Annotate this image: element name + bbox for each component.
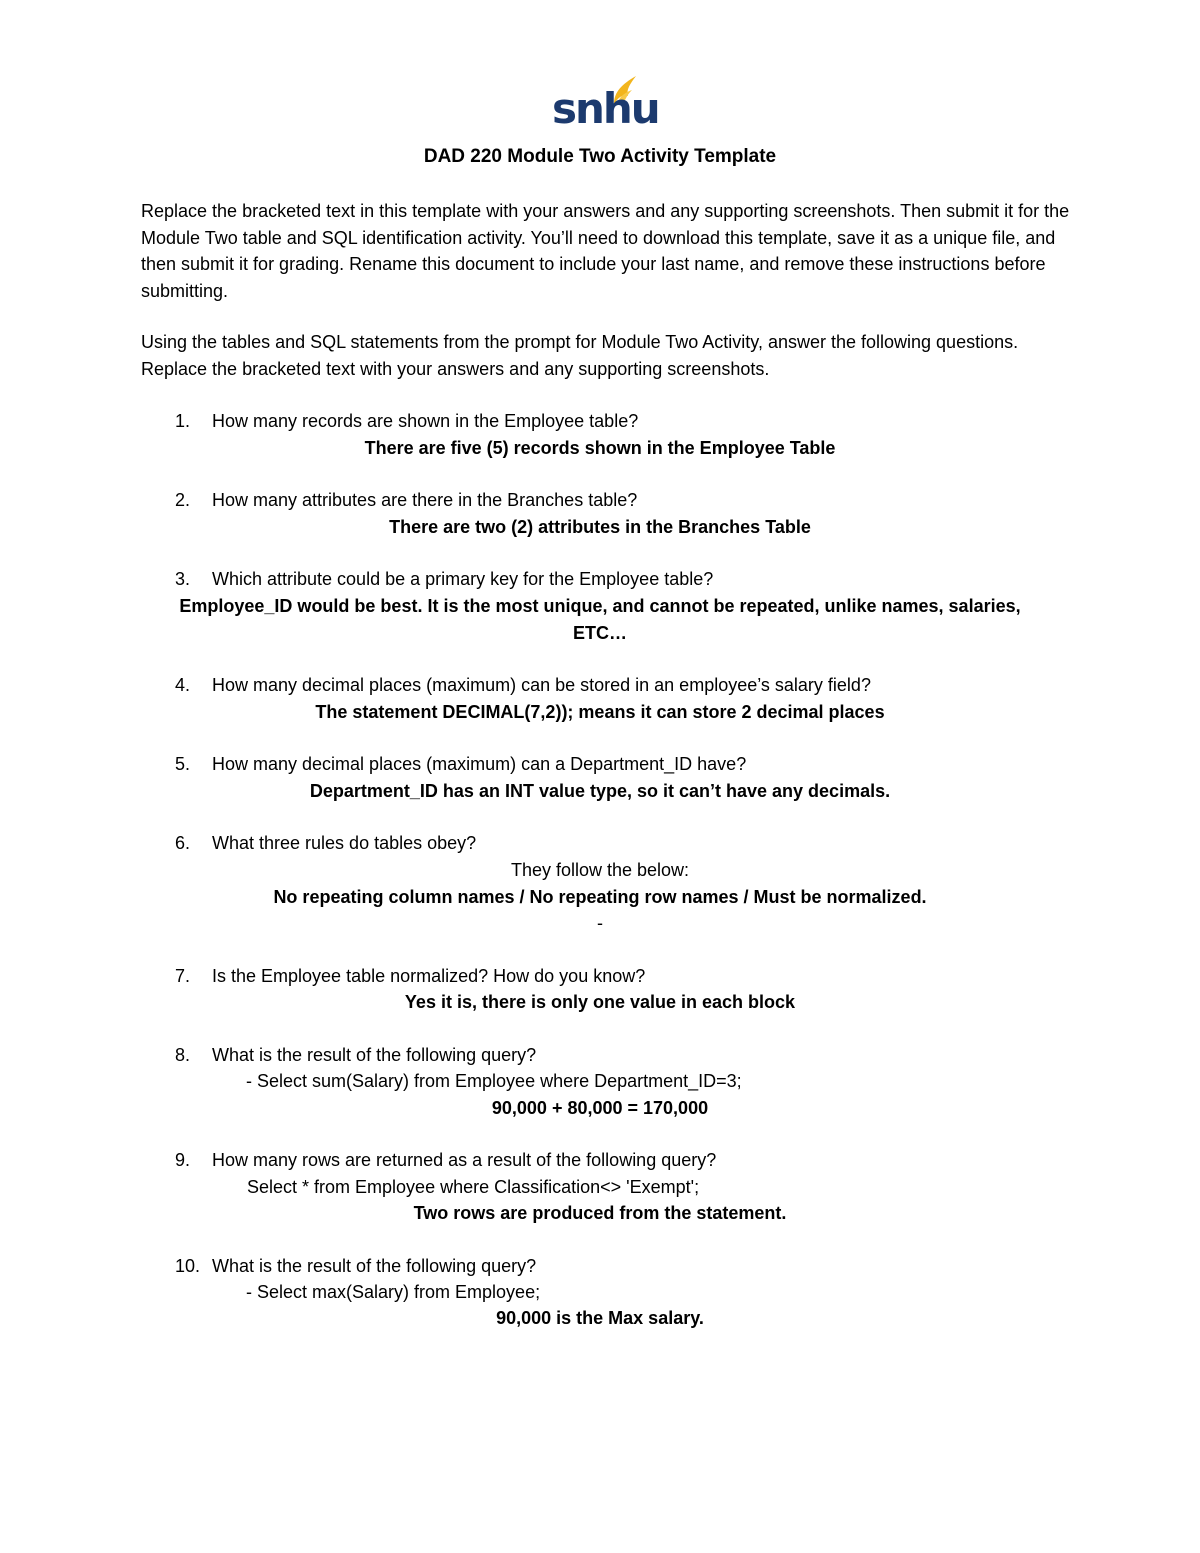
- question-text: How many rows are returned as a result of the following query?: [212, 1150, 717, 1170]
- question-text: What is the result of the following query?: [212, 1256, 537, 1276]
- answer-7: Yes it is, there is only one value in each block: [404, 992, 796, 1012]
- answer-6-tail: -: [597, 913, 603, 933]
- answer-8: 90,000 + 80,000 = 170,000: [491, 1098, 709, 1118]
- question-number: 2.: [175, 490, 191, 510]
- query-10: - Select max(Salary) from Employee;: [246, 1282, 541, 1302]
- answer-9: Two rows are produced from the statement.: [413, 1203, 787, 1223]
- question-text: How many records are shown in the Employee table?: [212, 411, 639, 431]
- question-number: 3.: [175, 569, 191, 589]
- page-title: DAD 220 Module Two Activity Template: [423, 146, 777, 167]
- query-8: - Select sum(Salary) from Employee where Department_ID=3;: [246, 1071, 742, 1091]
- answer-3-line-1: Employee_ID would be best. It is the most unique, and cannot be repeated, unlike names, salaries,: [179, 596, 1021, 616]
- snhu-logo: [552, 74, 659, 134]
- query-9: Select * from Employee where Classification<> 'Exempt';: [247, 1177, 700, 1197]
- question-text: Which attribute could be a primary key for the Employee table?: [212, 569, 714, 589]
- answer-4: The statement DECIMAL(7,2)); means it can store 2 decimal places: [315, 702, 885, 722]
- question-number: 10.: [175, 1256, 201, 1276]
- question-number: 1.: [175, 411, 191, 431]
- answer-10: 90,000 is the Max salary.: [496, 1308, 704, 1328]
- question-text: What is the result of the following query?: [212, 1045, 537, 1065]
- answer-3-line-2: ETC…: [573, 623, 627, 643]
- answer-6-intro: They follow the below:: [510, 860, 690, 880]
- question-text: How many decimal places (maximum) can be stored in an employee’s salary field?: [212, 675, 871, 695]
- question-number: 6.: [175, 833, 191, 853]
- question-number: 4.: [175, 675, 191, 695]
- question-text: How many attributes are there in the Branches table?: [212, 490, 638, 510]
- question-text: What three rules do tables obey?: [212, 833, 477, 853]
- answer-6: No repeating column names / No repeating row names / Must be normalized.: [273, 887, 927, 907]
- answer-2: There are two (2) attributes in the Branches Table: [389, 517, 811, 537]
- question-number: 5.: [175, 754, 191, 774]
- answer-5: Department_ID has an INT value type, so it can’t have any decimals.: [309, 781, 891, 801]
- question-number: 7.: [175, 966, 191, 986]
- intro-paragraph: Using the tables and SQL statements from the prompt for Module Two Activity, answer the following questions. Replace the bracketed text with your answers and any supporting screenshots.: [141, 332, 1019, 379]
- question-number: 9.: [175, 1150, 191, 1170]
- question-text: How many decimal places (maximum) can a Department_ID have?: [212, 754, 747, 774]
- instructions-paragraph: Replace the bracketed text in this template with your answers and any supporting screenshots. Then submit it for the Module Two table and SQL identification activity. You’ll need to download this template, save it as a unique file, and then submit it for grading. Rename this document to include your last name, and remove these instructions before submitting.: [141, 201, 1070, 301]
- answer-1: There are five (5) records shown in the Employee Table: [364, 438, 836, 458]
- question-text: Is the Employee table normalized? How do you know?: [212, 966, 646, 986]
- logo-wordmark: snhu: [552, 84, 659, 133]
- question-number: 8.: [175, 1045, 191, 1065]
